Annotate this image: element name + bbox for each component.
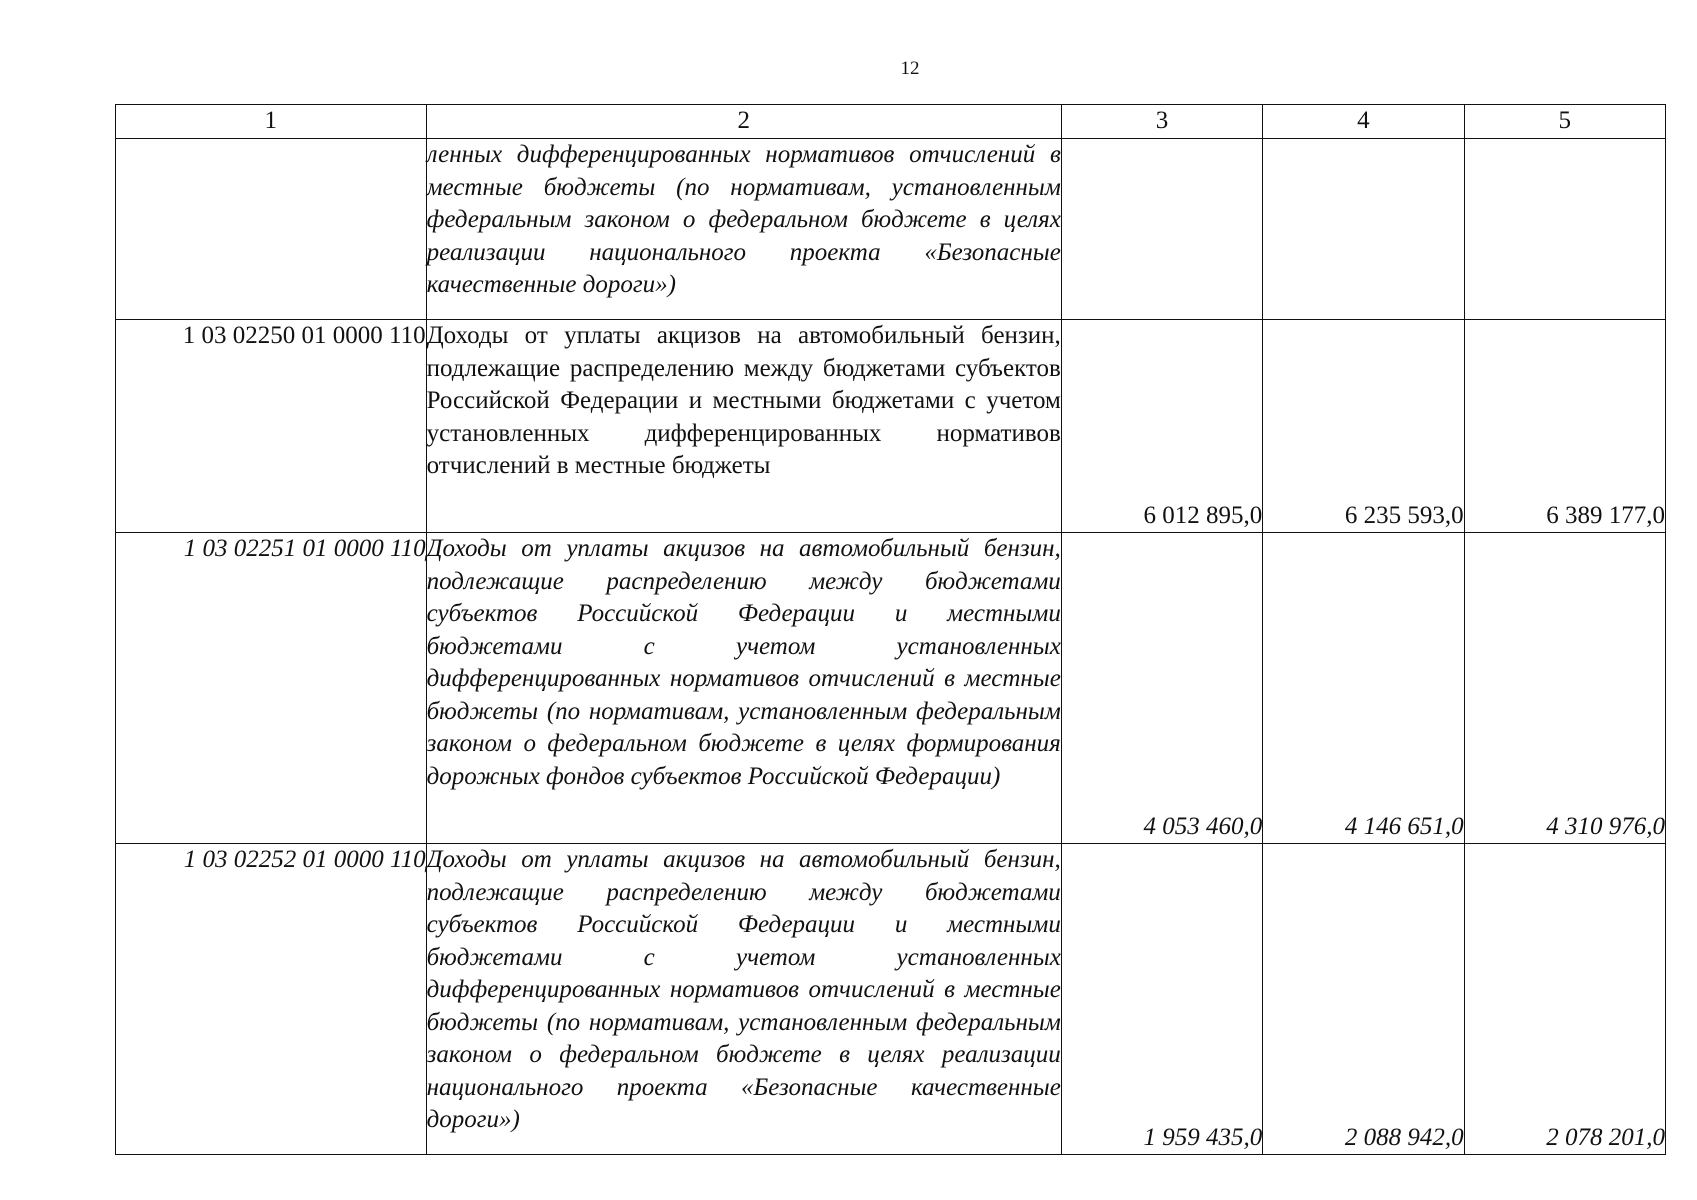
row-value-col4: 6 235 593,0	[1263, 320, 1464, 533]
row-value-col3: 1 959 435,0	[1061, 844, 1262, 1155]
table-row	[116, 533, 1666, 844]
table-header-row	[116, 105, 1666, 139]
row-name-cell: Доходы от уплаты акцизов на автомобильный бензин, подлежащие распределению между бюджетами субъектов Российской Федерации и местными бюджетами с учетом установленных дифференцированных нормативов отчислений в местные бюджеты	[426, 320, 1061, 533]
row-name-cell: Доходы от уплаты акцизов на автомобильный бензин, подлежащие распределению между бюджетами субъектов Российской Федерации и местными бюджетами с учетом установленных дифференцированных нормативов отчислений в местные бюджеты (по нормативам, установленным федеральным законом о федеральном бюджете в целях реализации национального проекта «Безопасные качественные дороги»)	[426, 844, 1061, 1155]
row-name-cell: Доходы от уплаты акцизов на автомобильный бензин, подлежащие распределению между бюджетами субъектов Российской Федерации и местными бюджетами с учетом установленных дифференцированных нормативов отчислений в местные бюджеты (по нормативам, установленным федеральным законом о федеральном бюджете в целях формирования дорожных фондов субъектов Российской Федерации)	[426, 533, 1061, 844]
row-code-cell: 1 03 02252 01 0000 110	[116, 844, 427, 1155]
row-value-col5: 2 078 201,0	[1464, 844, 1665, 1155]
column-header-5: 5	[1464, 105, 1665, 139]
table-row	[116, 139, 1666, 320]
row-value-col4	[1263, 139, 1464, 320]
row-value-col3: 4 053 460,0	[1061, 533, 1262, 844]
row-value-col4: 2 088 942,0	[1263, 844, 1464, 1155]
column-header-4: 4	[1263, 105, 1464, 139]
row-value-col5	[1464, 139, 1665, 320]
row-code-cell	[116, 139, 427, 320]
row-name-cell: ленных дифференцированных нормативов отчислений в местные бюджеты (по нормативам, установленным федеральным законом о федеральном бюджете в целях реализации национального проекта «Безопасные качественные дороги»)	[426, 139, 1061, 320]
page-number: 12	[900, 58, 920, 79]
table-row	[116, 320, 1666, 533]
table-row	[116, 844, 1666, 1155]
budget-table	[115, 104, 1666, 1155]
row-value-col3	[1061, 139, 1262, 320]
row-value-col5: 6 389 177,0	[1464, 320, 1665, 533]
row-value-col5: 4 310 976,0	[1464, 533, 1665, 844]
row-code-cell: 1 03 02250 01 0000 110	[116, 320, 427, 533]
row-value-col3: 6 012 895,0	[1061, 320, 1262, 533]
row-value-col4: 4 146 651,0	[1263, 533, 1464, 844]
column-header-1: 1	[116, 105, 427, 139]
column-header-3: 3	[1061, 105, 1262, 139]
row-code-cell: 1 03 02251 01 0000 110	[116, 533, 427, 844]
column-header-2: 2	[426, 105, 1061, 139]
